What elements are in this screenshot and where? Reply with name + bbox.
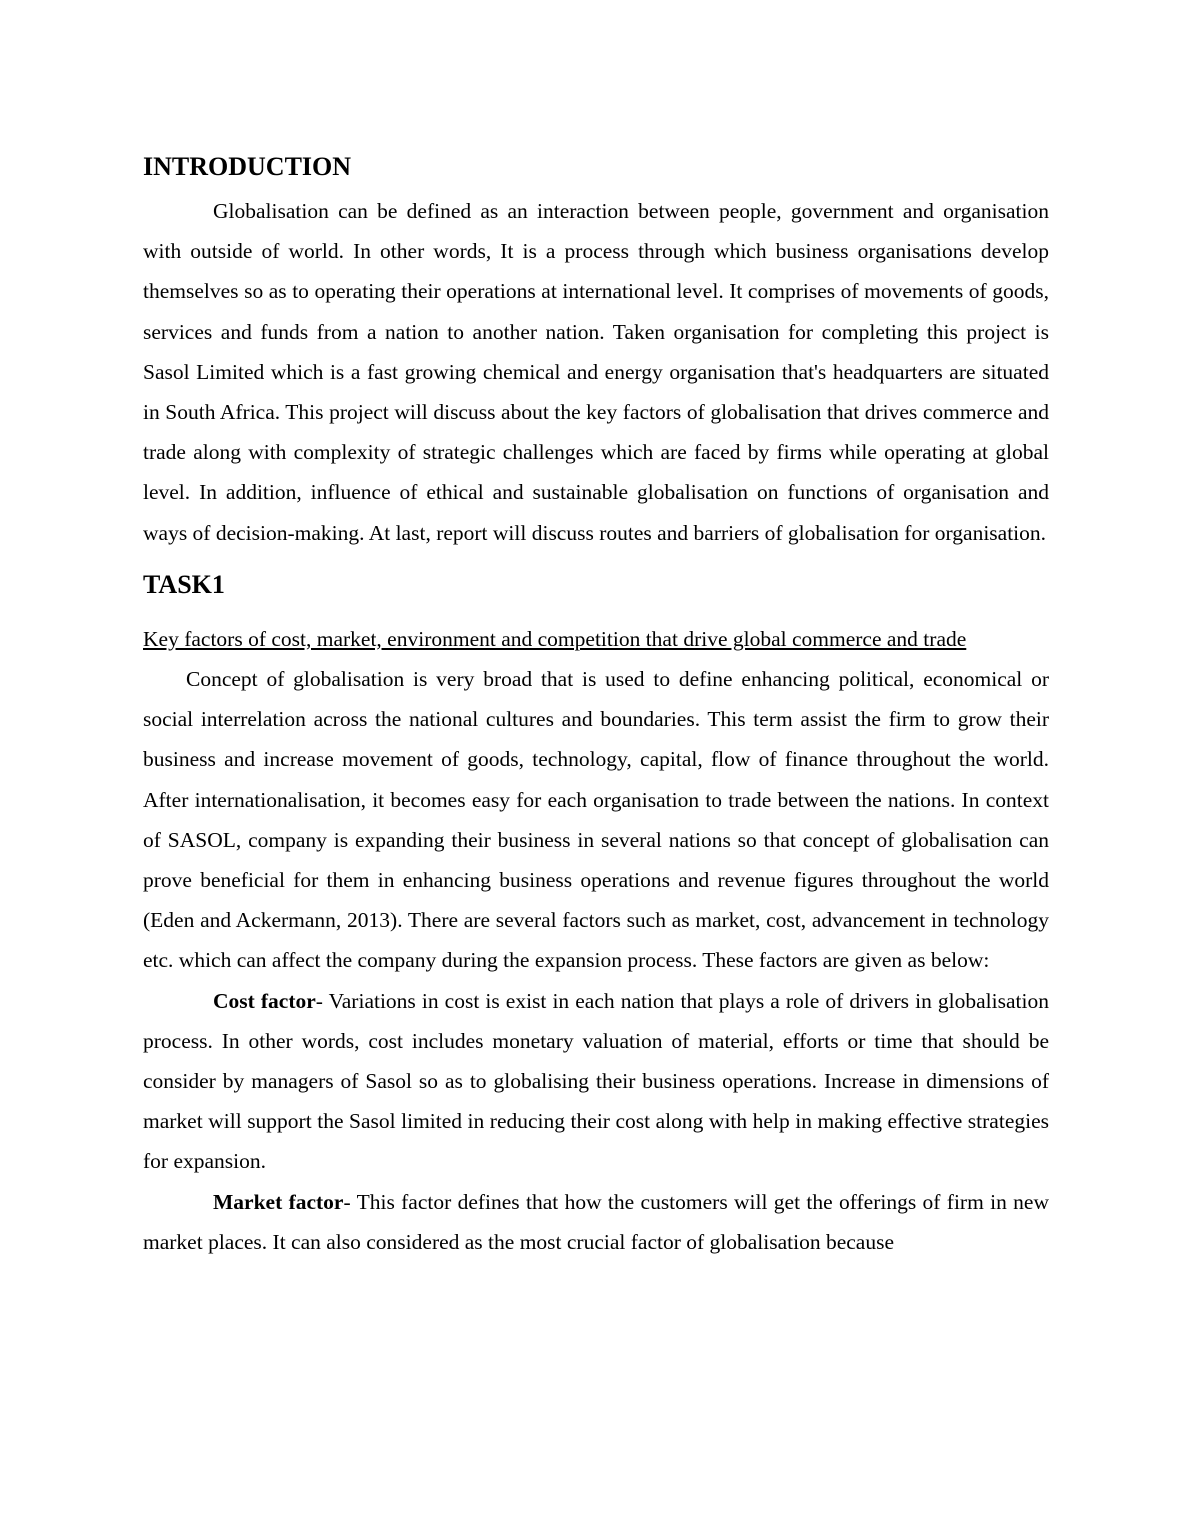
cost-factor-paragraph <box>143 981 1049 1182</box>
market-factor-label: Market factor <box>213 1189 344 1214</box>
cost-factor-label: Cost factor <box>213 988 316 1013</box>
introduction-heading: INTRODUCTION <box>143 152 352 181</box>
document-content <box>143 147 1049 1262</box>
task1-subheading: Key factors of cost, market, environment and competition that drive global commerce and trade <box>143 626 967 651</box>
introduction-paragraph: Globalisation can be defined as an interaction between people, government and organisation with outside of world. In other words, It is a process through which business organisations develop themselves so as to operating their operations at international level. It comprises of movements of goods, services and funds from a nation to another nation. Taken organisation for completing this project is Sasol Limited which is a fast growing chemical and energy organisation that's headquarters are situated in South Africa. This project will discuss about the key factors of globalisation that drives commerce and trade along with complexity of strategic challenges which are faced by firms while operating at global level. In addition, influence of ethical and sustainable globalisation on functions of organisation and ways of decision-making. At last, report will discuss routes and barriers of globalisation for organisation. <box>143 199 1049 545</box>
task1-paragraph: Concept of globalisation is very broad that is used to define enhancing political, economical or social interrelation across the national cultures and boundaries. This term assist the firm to grow their business and increase movement of goods, technology, capital, flow of finance throughout the world. After internationalisation, it becomes easy for each organisation to trade between the nations. In context of SASOL, company is expanding their business in several nations so that concept of globalisation can prove beneficial for them in enhancing business operations and revenue figures throughout the world (Eden and Ackermann, 2013). There are several factors such as market, cost, advancement in technology etc. which can affect the company during the expansion process. These factors are given as below: <box>143 667 1049 973</box>
market-factor-text: - This factor defines that how the customers will get the offerings of firm in new market places. It can also considered as the most crucial factor of globalisation because <box>143 1189 1049 1254</box>
market-factor-paragraph <box>143 1182 1049 1262</box>
cost-factor-text: - Variations in cost is exist in each nation that plays a role of drivers in globalisation process. In other words, cost includes monetary valuation of material, efforts or time that should be consider by managers of Sasol so as to globalising their business operations. Increase in dimensions of market will support the Sasol limited in reducing their cost along with help in making effective strategies for expansion. <box>143 988 1049 1174</box>
task1-heading: TASK1 <box>143 569 225 599</box>
